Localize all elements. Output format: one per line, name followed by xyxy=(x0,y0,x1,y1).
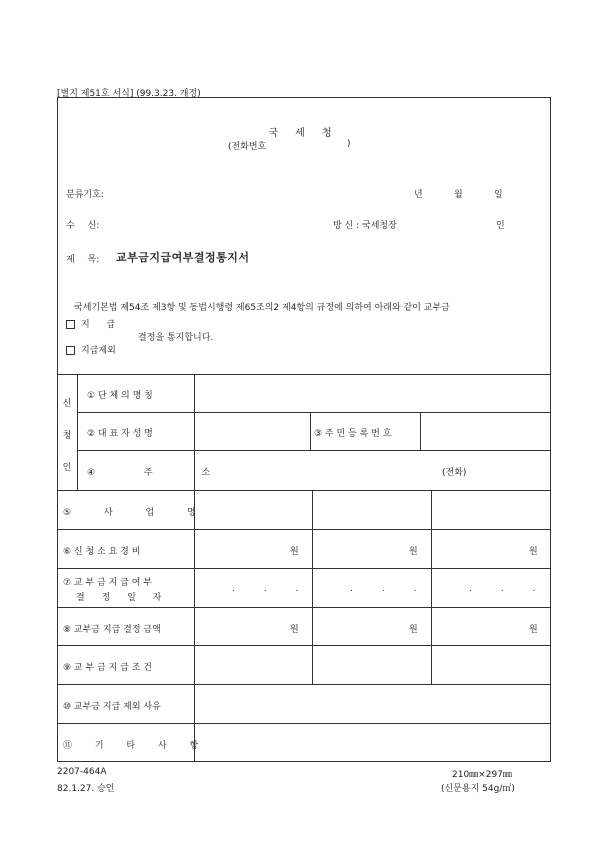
month-label: 월 xyxy=(454,190,463,200)
divider-line xyxy=(312,490,313,684)
project-name-label: ⑤ 사 업 명 xyxy=(63,508,196,518)
subject-label: 제 목: xyxy=(66,255,100,265)
option-pay-label: 지 급 xyxy=(81,320,123,330)
approval-date: 82.1.27. 승인 xyxy=(57,784,115,794)
applicant-group-char: 인 xyxy=(62,463,72,473)
divider-line xyxy=(57,529,551,530)
divider-line xyxy=(57,723,551,724)
exclusion-reason-label: ⑩ 교부금 지급 제외 사유 xyxy=(63,702,161,712)
other-matters-label: ⑪ 기 타 사 항 xyxy=(63,741,199,751)
divider-line xyxy=(431,490,432,684)
recipient-label: 수 신: xyxy=(66,221,100,231)
decision-date-label-line2: 결 정 일 자 xyxy=(76,593,162,603)
divider-line xyxy=(57,374,551,375)
requested-cost-label: ⑥ 신 청 소 요 경 비 xyxy=(63,547,141,557)
agency-phone-close: ) xyxy=(347,139,351,149)
divider-line xyxy=(57,684,551,685)
body-text-line1: 국세기본법 제54조 제3항 및 동법시행령 제65조의2 제4항의 규정에 의하여 아래와 같이 교부금 xyxy=(74,303,450,313)
year-label: 년 xyxy=(414,190,423,200)
divider-line xyxy=(194,374,195,762)
divider-line xyxy=(77,374,78,490)
form-code: 2207-464A xyxy=(57,767,107,777)
won-unit: 원 xyxy=(409,547,418,557)
sender-label: 방 신 : 국세청장 xyxy=(333,221,397,231)
won-unit: 원 xyxy=(409,625,418,635)
option-exclude[interactable] xyxy=(66,343,116,356)
address-label: ④ 주 소 xyxy=(87,468,211,478)
won-unit: 원 xyxy=(529,625,538,635)
agency-name: 국 세 청 xyxy=(268,128,332,139)
form-label: [별지 제51호 서식] (99.3.23. 개정) xyxy=(57,89,201,99)
document-title: 교부금지급여부결정통지서 xyxy=(116,251,250,264)
divider-line xyxy=(57,607,551,608)
payment-conditions-label: ⑨ 교 부 금 지 급 조 건 xyxy=(63,663,152,673)
divider-line xyxy=(77,412,551,413)
date-dots: . . . xyxy=(232,584,299,594)
paper-size: 210㎜×297㎜ xyxy=(452,770,512,780)
org-name-label: ① 단 체 의 명 칭 xyxy=(87,391,153,401)
checkbox-pay[interactable] xyxy=(66,320,75,329)
applicant-group-char: 신 xyxy=(62,399,72,409)
decided-amount-label: ⑧ 교부금 지급 결정 금액 xyxy=(63,625,161,635)
divider-line xyxy=(420,412,421,450)
paper-type: (신문용지 54g/㎡) xyxy=(441,784,515,794)
day-label: 일 xyxy=(494,190,503,200)
agency-phone-label: (전화번호 xyxy=(228,142,267,152)
date-dots: . . . xyxy=(350,584,417,594)
resident-number-label: ③ 주 민 등 록 번 호 xyxy=(314,429,392,439)
date-dots: . . . xyxy=(469,584,536,594)
divider-line xyxy=(57,490,551,491)
option-exclude-label: 지급제외 xyxy=(81,346,116,356)
option-pay[interactable] xyxy=(66,317,122,330)
divider-line xyxy=(77,450,551,451)
won-unit: 원 xyxy=(290,547,299,557)
won-unit: 원 xyxy=(290,625,299,635)
body-text-line2: 결정을 통지합니다. xyxy=(138,333,214,343)
divider-line xyxy=(57,645,551,646)
class-label: 분류기호: xyxy=(66,190,104,200)
decision-date-label-line1: ⑦ 교 부 금 지 급 여 부 xyxy=(63,578,152,588)
won-unit: 원 xyxy=(529,547,538,557)
checkbox-exclude[interactable] xyxy=(66,346,75,355)
address-phone-label: (전화) xyxy=(442,468,467,478)
divider-line xyxy=(310,412,311,450)
divider-line xyxy=(57,568,551,569)
applicant-group-char: 청 xyxy=(62,431,72,441)
rep-name-label: ② 대 표 자 성 명 xyxy=(87,429,153,439)
seal-mark: 인 xyxy=(496,221,505,231)
